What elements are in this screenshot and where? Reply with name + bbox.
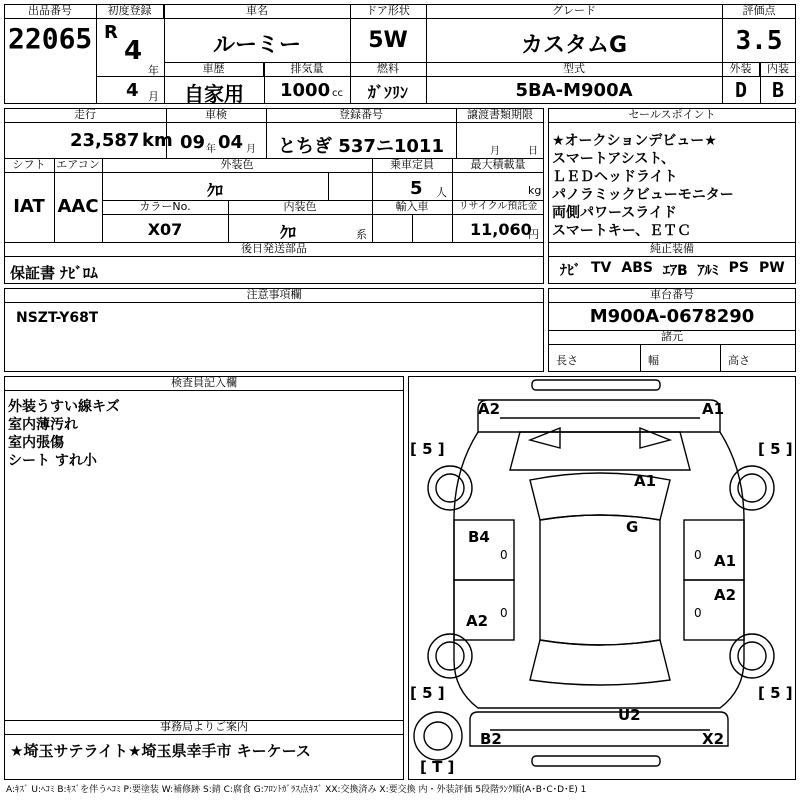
width-label: 幅: [648, 354, 659, 367]
front-panel: [478, 400, 720, 432]
right-front-door: [684, 520, 744, 580]
sales-line: ＬＥＤヘッドライト: [552, 169, 678, 185]
inspector-line: シート すれ小: [8, 453, 97, 469]
inspection-month: 04: [218, 132, 244, 153]
mileage-label: 走行: [4, 108, 166, 123]
sales-line: 両側パワースライド: [552, 205, 677, 221]
later-parts: 保証書 ﾅﾋﾞﾛﾑ: [10, 264, 98, 282]
inspector-line: 室内薄汚れ: [8, 417, 78, 433]
model-label: 型式: [426, 62, 722, 77]
inspector-line: 室内張傷: [8, 435, 64, 451]
mileage-unit: km: [142, 130, 173, 151]
sales-line: ★オークションデビュー★: [552, 133, 717, 149]
registration-year: 4: [124, 36, 143, 66]
exterior-color-label: 外装色: [102, 158, 372, 173]
wheel-front-left: [428, 466, 472, 510]
office-label: 事務局よりご案内: [4, 720, 404, 735]
transfer-month-unit: 月: [490, 146, 500, 157]
capacity-label: 乗車定員: [372, 158, 452, 173]
door-label: ドア形状: [350, 4, 426, 19]
spare-tire-mark: [ T ]: [420, 758, 455, 776]
mileage: 23,587: [70, 130, 140, 151]
tire-rear-left: [ 5 ]: [410, 684, 445, 702]
fuel: ｶﾞｿﾘﾝ: [367, 83, 408, 102]
mark-right-front-door: A1: [714, 552, 737, 570]
chassis-label: 車台番号: [548, 288, 796, 303]
shift: IAT: [13, 196, 45, 217]
notes-text: NSZT-Y68T: [16, 310, 99, 326]
equipment-item: PW: [759, 260, 785, 276]
equipment-label: 純正装備: [548, 242, 796, 257]
spec-label: 諸元: [548, 330, 796, 345]
zero-mark: 0: [500, 606, 508, 620]
office-text: ★埼玉サテライト★埼玉県幸手市 キーケース: [10, 742, 311, 760]
tire-rear-right: [ 5 ]: [758, 684, 793, 702]
ext-grade: D: [734, 78, 748, 102]
wheel-rear-right: [730, 634, 774, 678]
rating-label: 評価点: [722, 4, 796, 19]
interior-color-unit: 系: [356, 228, 367, 241]
int-label: 内装: [760, 62, 796, 77]
mark-front-right: A1: [702, 400, 725, 418]
displacement-unit: cc: [332, 88, 343, 99]
sales-points-label: セールスポイント: [548, 108, 796, 123]
transfer-day-unit: 日: [528, 146, 538, 157]
inspection-year-unit: 年: [206, 144, 216, 155]
mark-roof: G: [626, 518, 639, 536]
int-grade: B: [771, 78, 785, 102]
door-type: 5W: [368, 28, 408, 53]
color-number: X07: [147, 220, 183, 239]
year-unit: 年: [148, 64, 159, 77]
tire-front-left: [ 5 ]: [410, 440, 445, 458]
wheel-rear-left: [428, 634, 472, 678]
interior-color-label: 内装色: [228, 200, 372, 215]
grade: カスタムG: [520, 33, 628, 58]
registration-number-label: 登録番号: [266, 108, 456, 123]
chassis-number: M900A-0678290: [589, 306, 755, 327]
air-conditioner: AAC: [57, 196, 99, 217]
fuel-label: 燃料: [350, 62, 426, 77]
roof: [540, 515, 660, 645]
max-load-label: 最大積載量: [452, 158, 544, 173]
inspection-label: 車検: [166, 108, 266, 123]
equipment-item: ｱﾙﾐ: [697, 263, 719, 279]
mark-rear-right: X2: [702, 730, 725, 748]
mark-front-left: A2: [478, 400, 501, 418]
equipment-item: PS: [728, 260, 749, 276]
lot-number-label: 出品番号: [4, 4, 96, 19]
ext-label: 外装: [722, 62, 760, 77]
mark-left-front-door: B4: [468, 528, 490, 546]
import-label: 輸入車: [372, 200, 452, 215]
equipment-item: TV: [591, 260, 612, 276]
wheel-front-right: [730, 466, 774, 510]
history: 自家用: [184, 82, 244, 106]
sales-line: パノラミックビューモニター: [552, 187, 734, 203]
rear-window: [530, 640, 670, 685]
model-code: 5BA-M900A: [515, 80, 633, 101]
history-label: 車歴: [164, 62, 264, 77]
height-label: 高さ: [728, 354, 750, 367]
month-unit: 月: [148, 90, 159, 103]
mark-rear-left: B2: [480, 730, 502, 748]
mark-hood: A1: [634, 472, 657, 490]
interior-color: ｸﾛ: [279, 223, 296, 242]
equipment-item: ﾅﾋﾞ: [560, 263, 581, 279]
inspector-label: 検査員記入欄: [4, 376, 404, 391]
transfer-deadline-label: 譲渡書類期限: [456, 108, 544, 123]
later-parts-label: 後日発送部品: [4, 242, 544, 257]
equipment-item: ABS: [621, 260, 653, 276]
zero-mark: 0: [694, 548, 702, 562]
inspection-month-unit: 月: [246, 144, 256, 155]
max-load-unit: kg: [528, 184, 542, 197]
exterior-color: ｸﾛ: [206, 181, 223, 200]
sales-line: スマートアシスト、: [552, 151, 676, 167]
mark-rear: U2: [618, 706, 641, 724]
rear-bumper: [532, 756, 660, 766]
rear-panel: [470, 712, 728, 746]
capacity: 5: [410, 178, 423, 199]
displacement: 1000: [280, 80, 331, 101]
equipment-item: ｴｱB: [662, 263, 688, 279]
zero-mark: 0: [694, 606, 702, 620]
spare-tire: [414, 712, 462, 760]
recycle-label: リサイクル預託金: [452, 200, 544, 215]
legend: A:ｷｽﾞ U:ﾍｺﾐ B:ｷｽﾞを伴うﾍｺﾐ P:要塗装 W:補修跡 S:錆 C:腐食 G:ﾌﾛﾝﾄｶﾞﾗｽ点ｷｽﾞ XX:交換済み X:要交換 内・外装評価 5段階ﾗﾝｸ順(A･B･C･D･E) 1: [6, 785, 587, 795]
registration-number: とちぎ 537ニ1011: [278, 136, 444, 157]
era-code: R: [104, 22, 118, 43]
sales-line: スマートキー、ＥＴＣ: [552, 223, 692, 239]
recycle-unit: 円: [528, 228, 539, 241]
lot-number: 22065: [8, 22, 93, 55]
front-bumper: [532, 380, 660, 390]
recycle-fee: 11,060: [470, 220, 532, 239]
notes-label: 注意事項欄: [4, 288, 544, 303]
capacity-unit: 人: [436, 186, 447, 199]
inspector-line: 外装うすい線キズ: [8, 399, 120, 415]
mark-left-rear-door: A2: [466, 612, 489, 630]
car-name-label: 車名: [164, 4, 350, 19]
tire-front-right: [ 5 ]: [758, 440, 793, 458]
zero-mark: 0: [500, 548, 508, 562]
inspection-year: 09: [180, 132, 206, 153]
length-label: 長さ: [556, 354, 578, 367]
shift-label: シフト: [4, 158, 54, 173]
ac-label: エアコン: [54, 158, 102, 173]
displacement-label: 排気量: [264, 62, 350, 77]
car-name: ルーミー: [212, 33, 301, 58]
first-registration-label: 初度登録: [96, 4, 164, 19]
grade-label: グレード: [426, 4, 722, 19]
color-number-label: カラーNo.: [102, 200, 228, 215]
rating: 3.5: [735, 26, 783, 56]
registration-month: 4: [126, 80, 139, 101]
mark-right-rear-door: A2: [714, 586, 737, 604]
